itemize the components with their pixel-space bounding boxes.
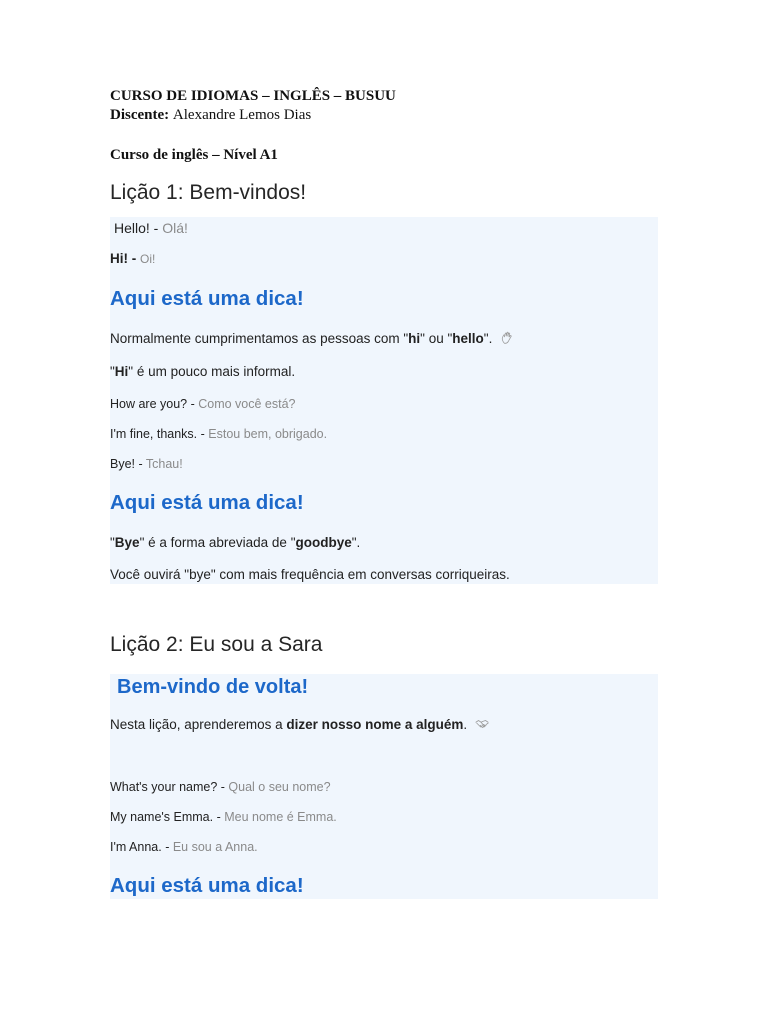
- waving-hand-icon: [500, 331, 514, 345]
- phrase-en: My name's Emma. -: [110, 810, 225, 824]
- tip-text: Você ouvirá "bye" com mais frequência em conversas corriqueiras.: [110, 567, 510, 582]
- phrase-row: [110, 427, 327, 441]
- lesson2-intro: [110, 717, 489, 732]
- tip-text: [110, 535, 360, 550]
- tip-text: [110, 331, 514, 346]
- welcome-heading: Bem-vindo de volta!: [117, 676, 309, 698]
- student-name: Alexandre Lemos Dias: [172, 107, 312, 123]
- phrase-pt: Meu nome é Emma.: [224, 810, 337, 824]
- text-run: ".: [483, 331, 493, 346]
- phrase-row: [114, 220, 188, 236]
- phrase-row: [110, 840, 258, 854]
- text-run: goodbye: [295, 535, 352, 550]
- lesson2-panel: [110, 674, 658, 899]
- handshake-icon: [475, 717, 489, 731]
- text-run: dizer nosso nome a alguém: [286, 717, 464, 732]
- student-line: [110, 107, 311, 124]
- phrase-pt: Qual o seu nome?: [228, 780, 331, 794]
- phrase-en: I'm Anna. -: [110, 840, 173, 854]
- phrase-pt: Oi!: [140, 252, 156, 266]
- phrase-pt: Olá!: [162, 220, 188, 236]
- lesson1-panel: [110, 217, 658, 584]
- phrase-pt: Tchau!: [145, 457, 183, 471]
- phrase-en: I'm fine, thanks. -: [110, 427, 209, 441]
- text-run: Normalmente cumprimentamos as pessoas com ": [110, 331, 409, 346]
- text-run: Bye: [114, 535, 140, 550]
- phrase-row: [110, 780, 331, 794]
- tip-text: [110, 364, 295, 379]
- phrase-en: What's your name? -: [110, 780, 229, 794]
- text-run: " é a forma abreviada de ": [139, 535, 296, 550]
- phrase-pt: Como você está?: [198, 397, 296, 411]
- text-run: ".: [351, 535, 361, 550]
- student-label: Discente:: [110, 107, 170, 123]
- text-run: hi: [408, 331, 421, 346]
- phrase-en: How are you? -: [110, 397, 199, 411]
- phrase-row: [110, 810, 337, 824]
- text-run: ": [110, 535, 115, 550]
- text-run: Hi: [114, 364, 129, 379]
- phrase-en: Bye! -: [110, 457, 146, 471]
- phrase-en: Hi! -: [110, 251, 140, 266]
- lesson2-title: Lição 2: Eu sou a Sara: [110, 633, 323, 656]
- course-title: CURSO DE IDIOMAS – INGLÊS – BUSUU: [110, 88, 396, 104]
- text-run: ": [110, 364, 115, 379]
- text-run: " ou ": [420, 331, 453, 346]
- phrase-pt: Eu sou a Anna.: [172, 840, 258, 854]
- phrase-row: [110, 251, 155, 266]
- text-run: Nesta lição, aprenderemos a: [110, 717, 287, 732]
- tip-heading: Aqui está uma dica!: [110, 491, 304, 514]
- text-run: hello: [452, 331, 484, 346]
- phrase-pt: Estou bem, obrigado.: [208, 427, 328, 441]
- tip-heading: Aqui está uma dica!: [110, 287, 304, 310]
- course-level: Curso de inglês – Nível A1: [110, 147, 278, 163]
- tip-heading: Aqui está uma dica!: [110, 874, 304, 897]
- phrase-en: Hello! -: [114, 220, 163, 236]
- text-run: .: [463, 717, 468, 732]
- phrase-row: [110, 457, 183, 471]
- lesson1-title: Lição 1: Bem-vindos!: [110, 181, 307, 204]
- phrase-row: [110, 397, 296, 411]
- text-run: " é um pouco mais informal.: [128, 364, 296, 379]
